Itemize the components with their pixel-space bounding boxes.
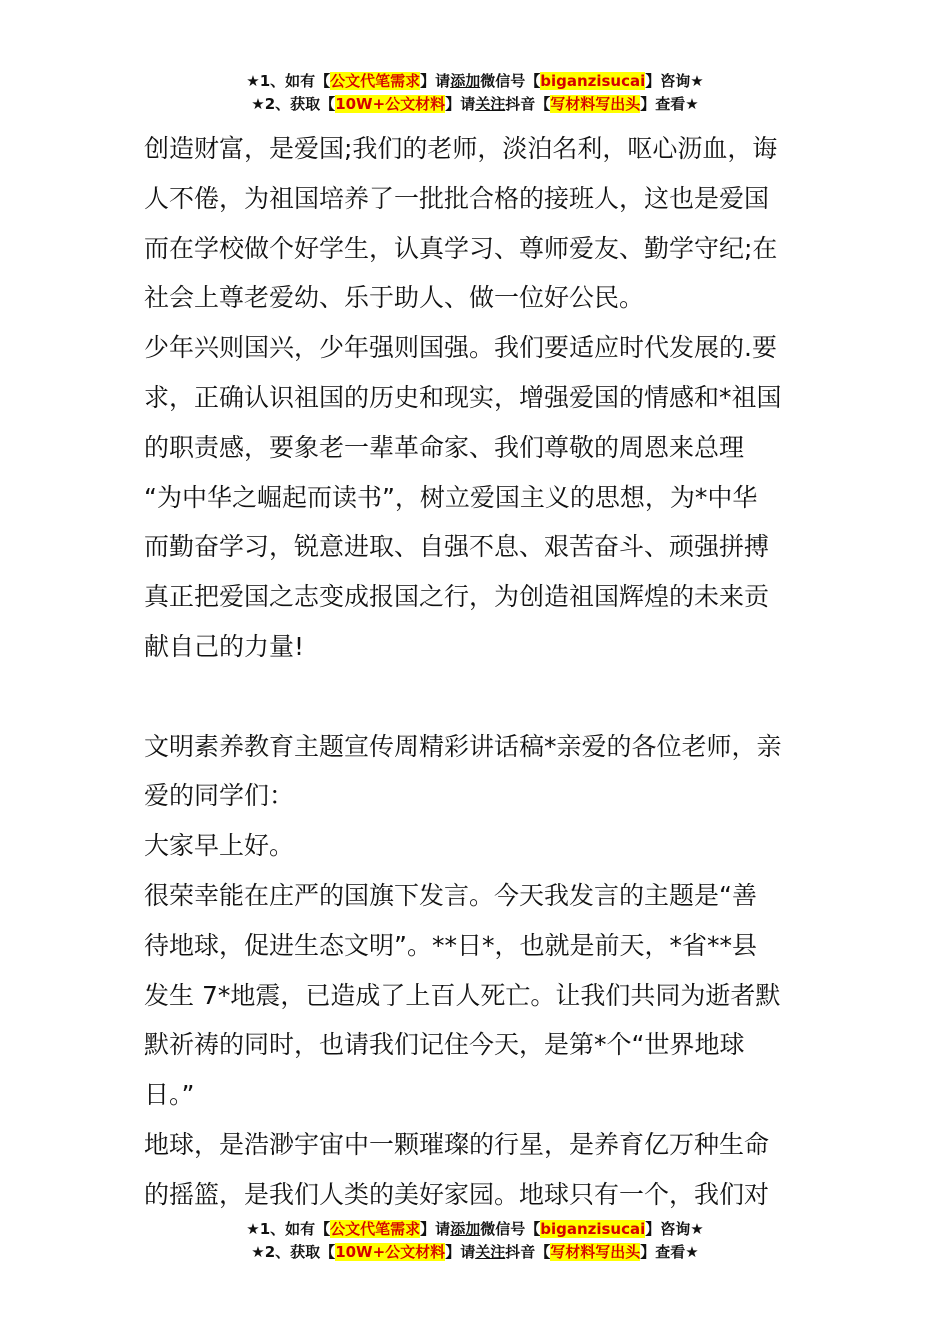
text-line: 的摇篮，是我们人类的美好家园。地球只有一个，我们对 — [144, 1179, 770, 1209]
text-line: 文明素养教育主题宣传周精彩讲话稿*亲爱的各位老师，亲 — [144, 731, 782, 761]
text-line: 少年兴则国兴，少年强则国强。我们要适应时代发展的.要 — [144, 333, 777, 363]
banner-highlight: 写材料写出头 — [550, 1243, 641, 1261]
text-line: 真正把爱国之志变成报国之行，为创造祖国辉煌的未来贡 — [144, 582, 770, 612]
banner-underlined: 关注 — [475, 95, 506, 113]
banner-underlined: 关注 — [475, 1243, 506, 1261]
text-line: 社会上尊老爱幼、乐于助人、做一位好公民。 — [144, 283, 645, 313]
banner-highlight: biganzisucai — [540, 72, 646, 90]
banner-text: 】请 — [420, 1220, 451, 1238]
banner-line-1 — [0, 70, 950, 93]
text-line: 献自己的力量! — [144, 631, 305, 661]
banner-underlined: 添加 — [450, 72, 481, 90]
banner-text: 微信号【 — [480, 1220, 541, 1238]
banner-text: 】请 — [445, 95, 476, 113]
banner-text: 抖音【 — [505, 95, 551, 113]
text-line: 日。” — [144, 1080, 195, 1110]
text-line: 大家早上好。 — [144, 831, 295, 861]
text-line: 而在学校做个好学生，认真学习、尊师爱友、勤学守纪;在 — [144, 233, 778, 263]
banner-highlight: 公文代笔需求 — [330, 72, 421, 90]
banner-line-2 — [0, 93, 950, 116]
banner-text: ★2、获取【 — [251, 1243, 336, 1261]
banner-underlined: 添加 — [450, 1220, 481, 1238]
footer-banner — [0, 1218, 950, 1264]
text-line: 人不倦，为祖国培养了一批批合格的接班人，这也是爱国 — [144, 183, 770, 213]
banner-text: 微信号【 — [480, 72, 541, 90]
banner-text: 】请 — [420, 72, 451, 90]
banner-text: 抖音【 — [505, 1243, 551, 1261]
text-line: 待地球，促进生态文明”。**日*，也就是前天，*省**县 — [144, 930, 757, 960]
text-line: 很荣幸能在庄严的国旗下发言。今天我发言的主题是“善 — [144, 880, 757, 910]
banner-highlight: 写材料写出头 — [550, 95, 641, 113]
banner-line-2 — [0, 1241, 950, 1264]
text-line: 求，正确认识祖国的历史和现实，增强爱国的情感和*祖国 — [144, 382, 782, 412]
paragraph-gap — [144, 672, 810, 722]
banner-text: ★1、如有【 — [246, 1220, 331, 1238]
banner-highlight: 公文代笔需求 — [330, 1220, 421, 1238]
banner-line-1 — [0, 1218, 950, 1241]
banner-highlight: 10W+公文材料 — [335, 1243, 446, 1261]
banner-text: ★2、获取【 — [251, 95, 336, 113]
text-line: “为中华之崛起而读书”，树立爱国主义的思想，为*中华 — [144, 482, 758, 512]
banner-text: 】咨询★ — [645, 72, 704, 90]
banner-text: 】查看★ — [640, 1243, 699, 1261]
banner-text: ★1、如有【 — [246, 72, 331, 90]
banner-highlight: biganzisucai — [540, 1220, 646, 1238]
document-body — [144, 124, 810, 1220]
text-line: 发生 7*地震，已造成了上百人死亡。让我们共同为逝者默 — [144, 980, 781, 1010]
text-line: 创造财富，是爱国;我们的老师，淡泊名利，呕心沥血，诲 — [144, 134, 778, 163]
text-line: 的职责感，要象老一辈革命家、我们尊敬的周恩来总理 — [144, 432, 745, 462]
text-line: 而勤奋学习，锐意进取、自强不息、艰苦奋斗、顽强拼搏 — [144, 532, 770, 562]
banner-highlight: 10W+公文材料 — [335, 95, 446, 113]
banner-text: 】查看★ — [640, 95, 699, 113]
header-banner — [0, 70, 950, 116]
text-line: 爱的同学们： — [144, 781, 295, 811]
banner-text: 】请 — [445, 1243, 476, 1261]
text-line: 默祈祷的同时，也请我们记住今天，是第*个“世界地球 — [144, 1030, 745, 1060]
banner-text: 】咨询★ — [645, 1220, 704, 1238]
text-line: 地球，是浩渺宇宙中一颗璀璨的行星，是养育亿万种生命 — [144, 1129, 770, 1159]
